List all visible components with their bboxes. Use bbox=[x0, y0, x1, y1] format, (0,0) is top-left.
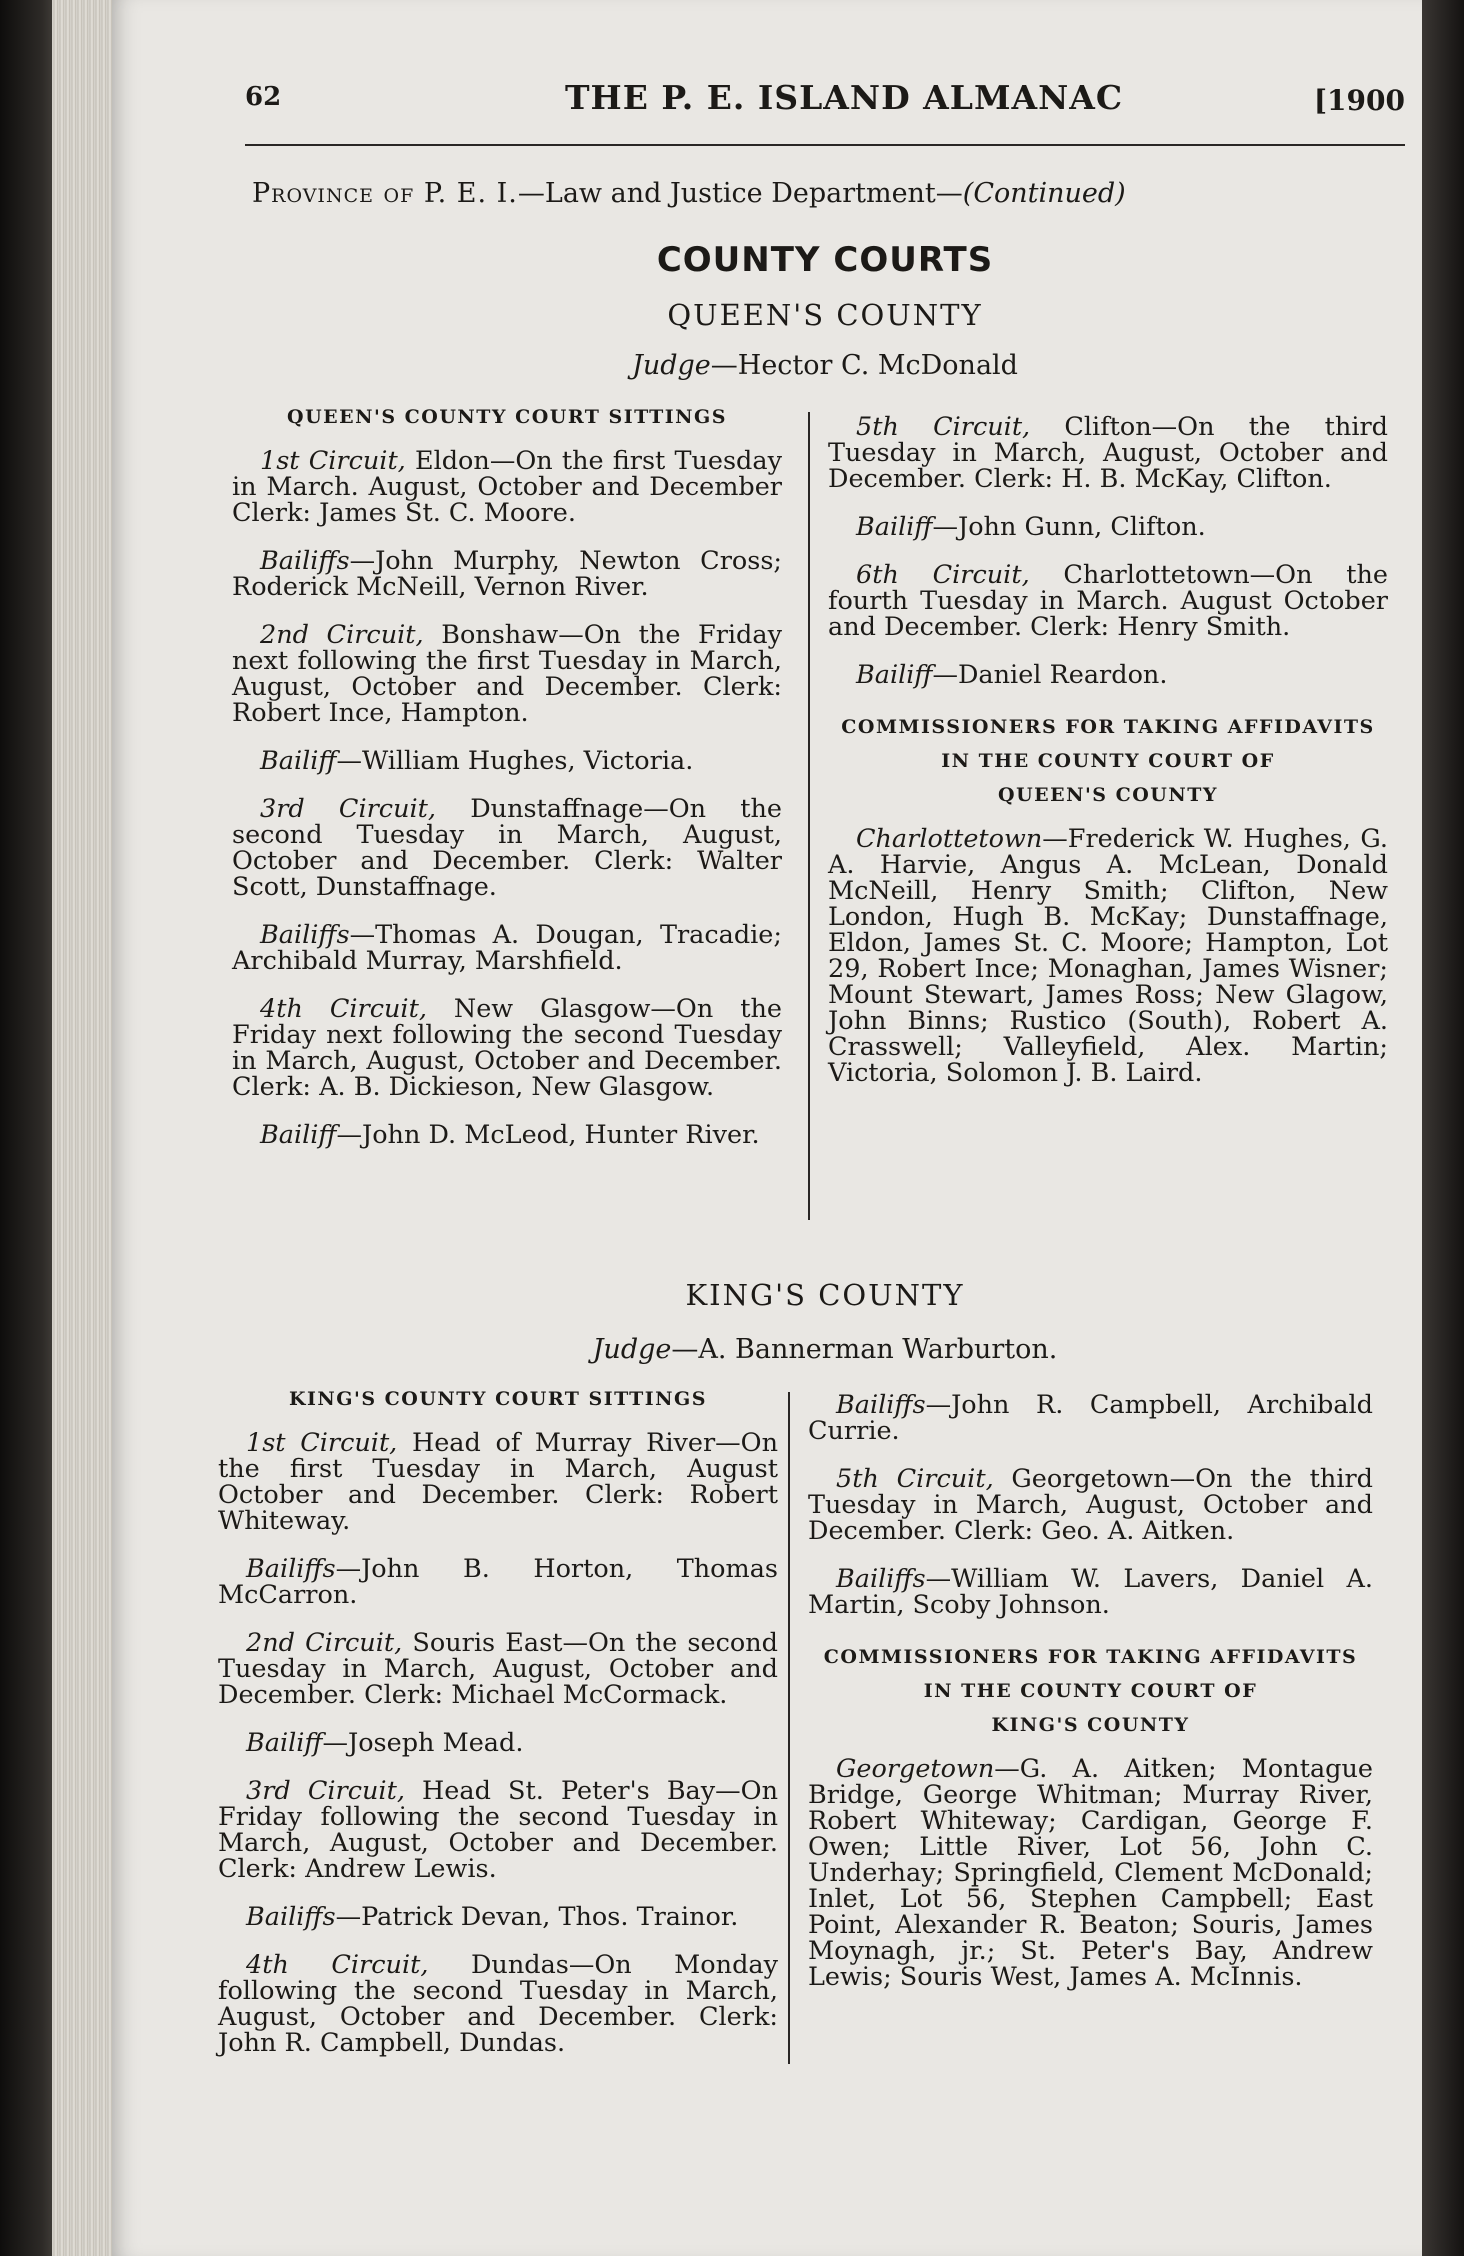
queens-entry: 4th Circuit, New Glasgow—On the Friday next following the second Tuesday in March, August, October and December. Clerk: A. B. Dickieson, New Glasgow. bbox=[232, 994, 782, 1102]
queens-commissioners-list: Charlottetown—Frederick W. Hughes, G. A. Harvie, Angus A. McLean, Donald McNeill, Henry Smith; Clifton, New London, Hugh B. McKay; Dunstaffnage, Eldon, James St. C. Moore; Hampton, Lot 29, Robert Ince; Monaghan, James Wisner; Mount Stewart, James Ross; New Glagow, John Binns; Rustico (South), Robert A. Crasswell; Valleyfield, Alex. Martin; Victoria, Solomon J. B. Laird. bbox=[828, 824, 1388, 1088]
queens-entry: Bailiffs—John Murphy, Newton Cross; Roderick McNeill, Vernon River. bbox=[232, 546, 782, 602]
kings-entry: Bailiffs—John R. Campbell, Archibald Currie. bbox=[808, 1390, 1373, 1446]
kings-commissioners-list: Georgetown—G. A. Aitken; Montague Bridge, George Whitman; Murray River, Robert Whiteway; Cardigan, George F. Owen; Little River, Lot 56, John C. Underhay; Springfield, Clement McDonald; Inlet, Lot 56, Stephen Campbell; East Point, Alexander R. Beaton; Souris, James Moynagh, jr.; St. Peter's Bay, Andrew Lewis; Souris West, James A. McInnis. bbox=[808, 1754, 1373, 1992]
province-label: Province of P. E. I. bbox=[252, 178, 518, 209]
right-margin-shadow bbox=[1422, 0, 1464, 2256]
kings-county-heading: KING'S COUNTY bbox=[685, 1278, 965, 1312]
queens-column-divider bbox=[808, 412, 810, 1220]
queens-judge-name: —Hector C. McDonald bbox=[710, 350, 1018, 381]
header-rule bbox=[245, 144, 1405, 146]
department-line bbox=[252, 178, 1126, 209]
kings-entry: Bailiffs—William W. Lavers, Daniel A. Martin, Scoby Johnson. bbox=[808, 1564, 1373, 1620]
kings-entry: 4th Circuit, Dundas—On Monday following the second Tuesday in March, August, October and December. Clerk: John R. Campbell, Dundas. bbox=[218, 1950, 779, 2058]
kings-entry: Bailiff—Joseph Mead. bbox=[246, 1728, 524, 1758]
running-year: [1900 bbox=[1313, 84, 1405, 117]
queens-entry: 3rd Circuit, Dunstaffnage—On the second Tuesday in March, August, October and December. Clerk: Walter Scott, Dunstaffnage. bbox=[232, 794, 782, 902]
kings-right-column bbox=[808, 1392, 1373, 2012]
queens-entry: Bailiff—John D. McLeod, Hunter River. bbox=[260, 1120, 760, 1150]
queens-county-heading: QUEEN'S COUNTY bbox=[667, 298, 983, 332]
continued-label: (Continued) bbox=[962, 178, 1126, 209]
queens-judge-label: Judge bbox=[632, 350, 711, 381]
queens-commissioners-heading: IN THE COUNTY COURT OF bbox=[941, 750, 1275, 772]
kings-entry: 1st Circuit, Head of Murray River—On the first Tuesday in March, August October and December. Clerk: Robert Whiteway. bbox=[218, 1428, 778, 1536]
kings-commissioners-heading: IN THE COUNTY COURT OF bbox=[923, 1680, 1258, 1702]
queens-judge-line bbox=[245, 350, 1405, 381]
main-heading: COUNTY COURTS bbox=[656, 240, 994, 280]
kings-judge-line bbox=[245, 1334, 1405, 1365]
kings-sittings-heading: KING'S COUNTY COURT SITTINGS bbox=[289, 1388, 707, 1410]
department-text: —Law and Justice Department— bbox=[517, 178, 963, 209]
page-number: 62 bbox=[245, 82, 282, 112]
queens-sittings-heading: QUEEN'S COUNTY COURT SITTINGS bbox=[287, 406, 727, 428]
queens-entry: Bailiff—John Gunn, Clifton. bbox=[856, 512, 1206, 542]
queens-entry: Bailiffs—Thomas A. Dougan, Tracadie; Archibald Murray, Marshfield. bbox=[232, 920, 782, 976]
queens-entry: Bailiff—William Hughes, Victoria. bbox=[260, 746, 694, 776]
queens-entry: Bailiff—Daniel Reardon. bbox=[856, 660, 1168, 690]
kings-entry: 5th Circuit, Georgetown—On the third Tuesday in March, August, October and December. Clerk: Geo. A. Aitken. bbox=[808, 1464, 1373, 1546]
queens-entry: 1st Circuit, Eldon—On the first Tuesday in March. August, October and December Clerk: James St. C. Moore. bbox=[232, 446, 782, 528]
kings-commissioners-heading: KING'S COUNTY bbox=[991, 1714, 1190, 1736]
queens-commissioners-heading: COMMISSIONERS FOR TAKING AFFIDAVITS bbox=[841, 716, 1375, 738]
kings-entry: Bailiffs—Patrick Devan, Thos. Trainor. bbox=[246, 1902, 739, 1932]
queens-entry: 6th Circuit, Charlottetown—On the fourth Tuesday in March. August October and December. Clerk: Henry Smith. bbox=[828, 560, 1388, 642]
kings-column-divider bbox=[788, 1392, 790, 2064]
kings-entry: 2nd Circuit, Souris East—On the second Tuesday in March, August, October and December. Clerk: Michael McCormack. bbox=[218, 1628, 778, 1710]
kings-judge-label: Judge bbox=[592, 1334, 672, 1365]
running-header bbox=[245, 72, 1405, 132]
book-spine-shadow bbox=[0, 0, 60, 2256]
queens-entry: 2nd Circuit, Bonshaw—On the Friday next following the first Tuesday in March, August, October and December. Clerk: Robert Ince, Hampton. bbox=[232, 620, 782, 728]
kings-entry: 3rd Circuit, Head St. Peter's Bay—On Friday following the second Tuesday in March, August, October and December. Clerk: Andrew Lewis. bbox=[218, 1776, 778, 1884]
queens-entry: 5th Circuit, Clifton—On the third Tuesday in March, August, October and December. Clerk: H. B. McKay, Clifton. bbox=[828, 412, 1388, 494]
queens-left-column bbox=[232, 400, 782, 1170]
kings-commissioners-heading: COMMISSIONERS FOR TAKING AFFIDAVITS bbox=[823, 1646, 1358, 1668]
kings-judge-name: —A. Bannerman Warburton. bbox=[671, 1334, 1058, 1365]
queens-right-column bbox=[828, 414, 1388, 1108]
running-title: THE P. E. ISLAND ALMANAC bbox=[565, 78, 1124, 117]
kings-entry: Bailiffs—John B. Horton, Thomas McCarron. bbox=[218, 1554, 778, 1610]
queens-commissioners-heading: QUEEN'S COUNTY bbox=[998, 784, 1218, 806]
kings-left-column bbox=[218, 1382, 778, 2078]
